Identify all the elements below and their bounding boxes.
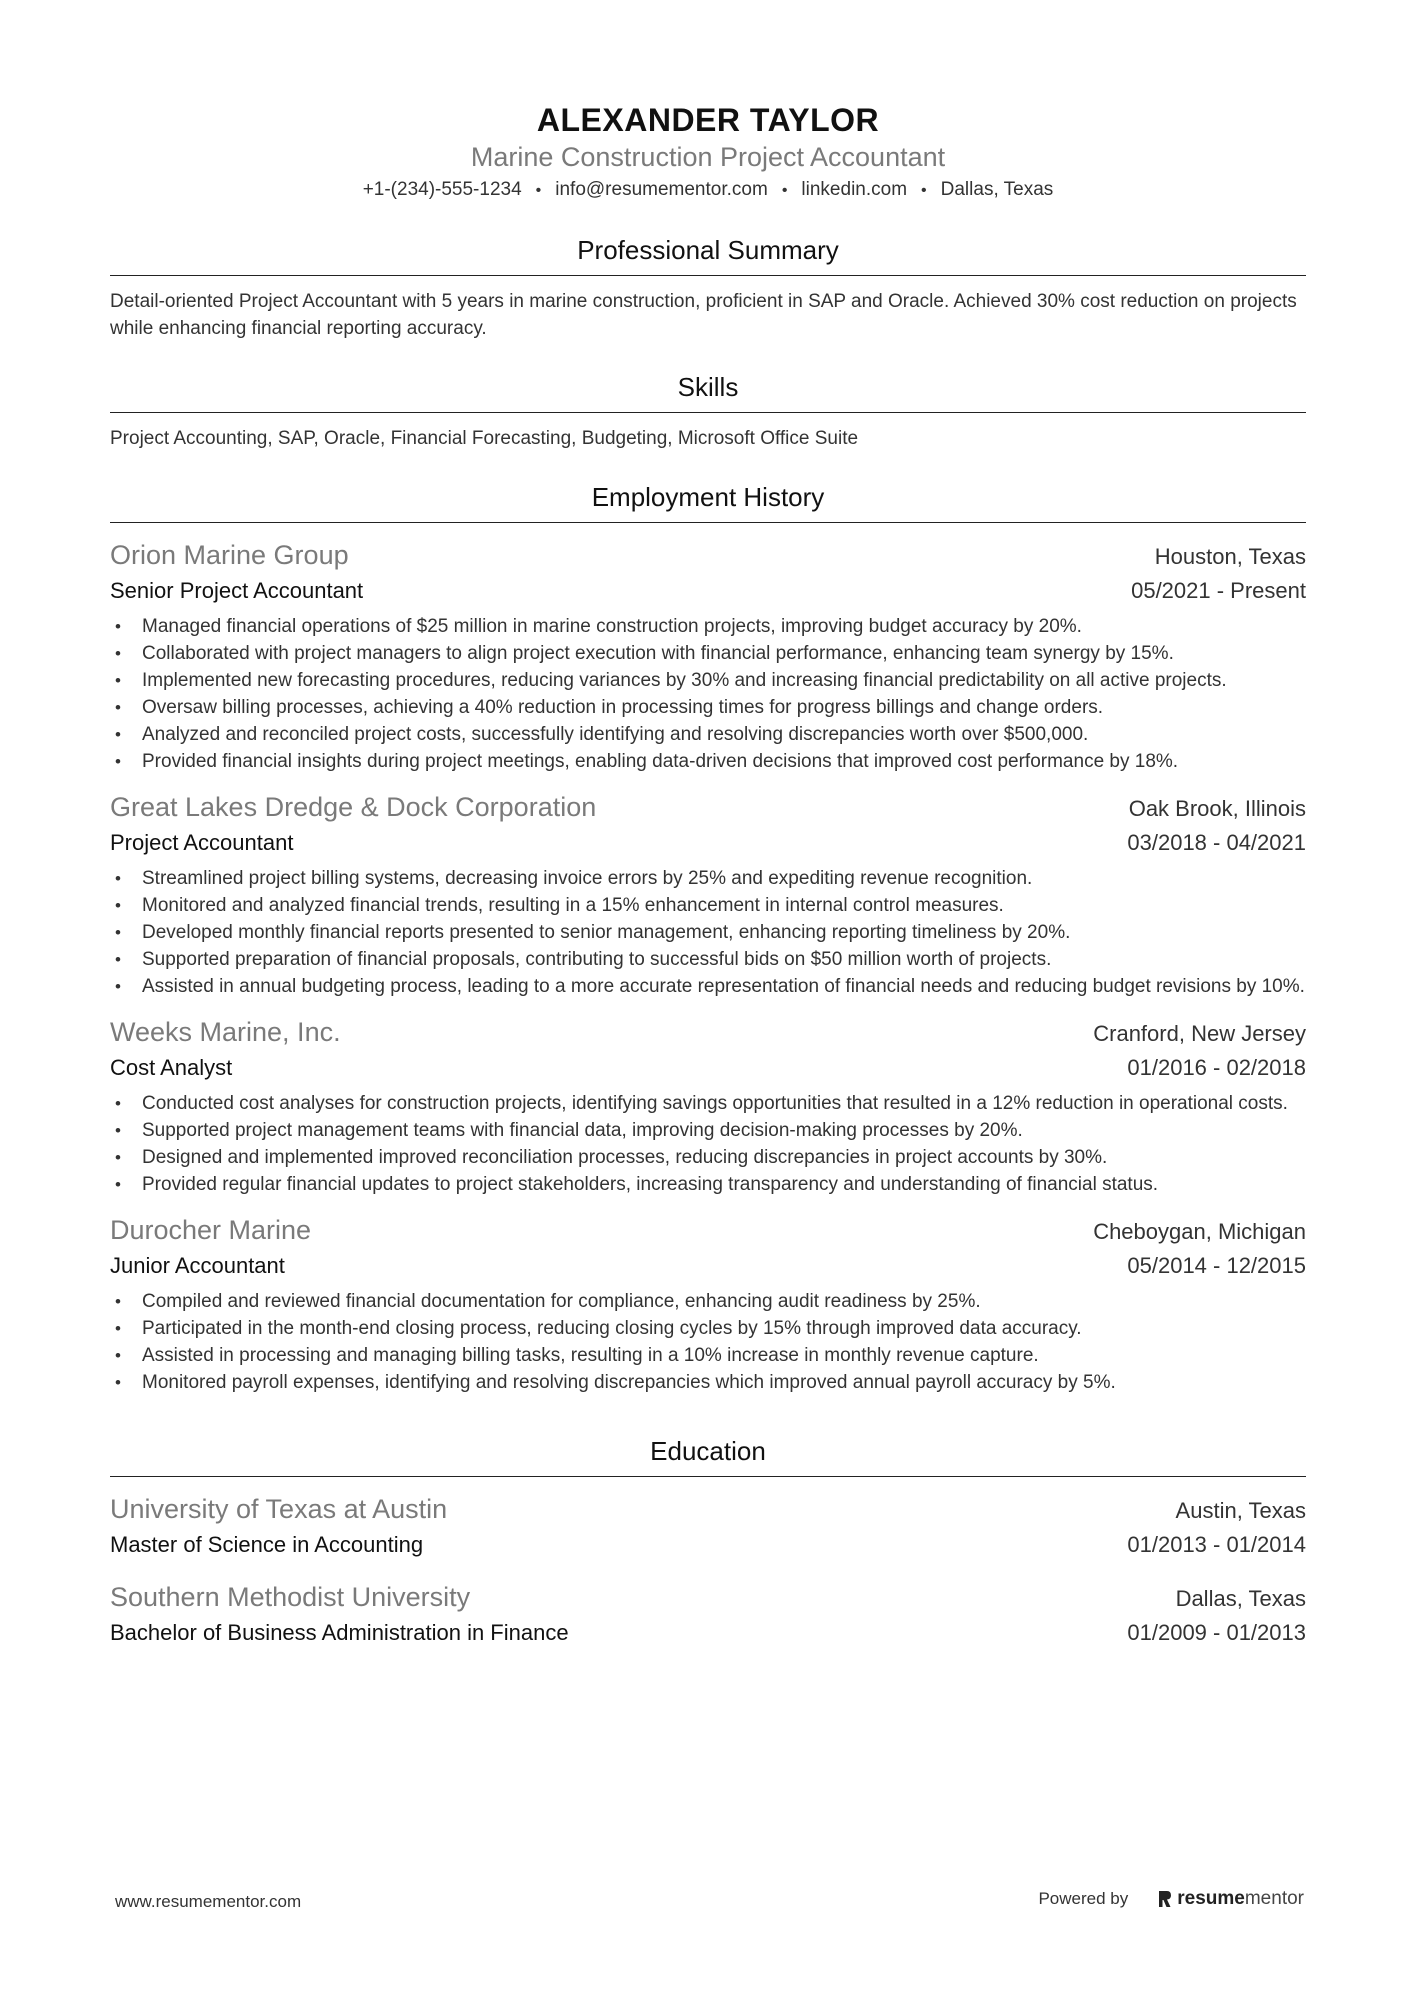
footer-website[interactable]: www.resumementor.com — [115, 1892, 302, 1911]
job-entry — [110, 537, 1306, 775]
summary-section — [110, 233, 1306, 342]
education-dates: 01/2009 - 01/2013 — [1127, 1620, 1306, 1645]
job-bullets — [110, 613, 1306, 775]
section-title-skills: Skills — [110, 370, 1306, 413]
job-bullet: • Provided financial insights during project meetings, enabling data-driven decisions that improved cost performance by 18%. — [110, 748, 1306, 775]
education-section — [110, 1434, 1306, 1649]
education-header-row — [110, 1491, 1306, 1529]
brand-logo[interactable] — [1158, 1888, 1304, 1910]
education-location: Dallas, Texas — [1175, 1586, 1306, 1611]
job-bullet: • Collaborated with project managers to align project execution with financial performance, enhancing team synergy by 15%. — [110, 640, 1306, 667]
education-header-row — [110, 1579, 1306, 1617]
education-degree: Bachelor of Business Administration in Finance — [110, 1620, 569, 1645]
job-bullet: • Oversaw billing processes, achieving a 40% reduction in processing times for progress billings and change orders. — [110, 694, 1306, 721]
job-entry — [110, 1212, 1306, 1396]
contact-email[interactable]: info@resumementor.com — [555, 179, 768, 200]
job-bullet: • Implemented new forecasting procedures, reducing variances by 30% and increasing financial predictability on all active projects. — [110, 667, 1306, 694]
job-entry — [110, 789, 1306, 1000]
job-bullet: • Supported project management teams with financial data, improving decision-making processes by 20%. — [110, 1117, 1306, 1144]
contact-location: Dallas, Texas — [940, 179, 1054, 200]
job-title-row — [110, 575, 1306, 607]
job-bullet: • Provided regular financial updates to project stakeholders, increasing transparency and understanding of financial status. — [110, 1171, 1306, 1198]
job-title: Junior Accountant — [110, 1253, 285, 1278]
job-bullet: • Designed and implemented improved reconciliation processes, reducing discrepancies in project accounts by 30%. — [110, 1144, 1306, 1171]
job-bullet: • Monitored payroll expenses, identifying and resolving discrepancies which improved annual payroll accuracy by 5%. — [110, 1369, 1306, 1396]
job-title: Cost Analyst — [110, 1055, 233, 1080]
job-bullet: • Participated in the month-end closing process, reducing closing cycles by 15% through improved data accuracy. — [110, 1315, 1306, 1342]
job-bullet: • Monitored and analyzed financial trends, resulting in a 15% enhancement in internal control measures. — [110, 892, 1306, 919]
section-title-education: Education — [110, 1434, 1306, 1477]
resume-page — [110, 100, 1306, 1649]
education-location: Austin, Texas — [1175, 1498, 1306, 1523]
job-location: Cranford, New Jersey — [1093, 1021, 1306, 1046]
education-entry — [110, 1491, 1306, 1561]
job-company: Durocher Marine — [110, 1215, 312, 1245]
job-location: Cheboygan, Michigan — [1093, 1219, 1306, 1244]
job-bullet: • Compiled and reviewed financial documentation for compliance, enhancing audit readiness by 25%. — [110, 1288, 1306, 1315]
education-entry — [110, 1579, 1306, 1649]
job-company: Great Lakes Dredge & Dock Corporation — [110, 792, 597, 822]
resume-header — [110, 100, 1306, 205]
education-degree-row — [110, 1617, 1306, 1649]
education-school: Southern Methodist University — [110, 1582, 471, 1612]
job-company: Orion Marine Group — [110, 540, 349, 570]
job-title: Senior Project Accountant — [110, 578, 364, 603]
footer-powered-by: Powered by — [1038, 1889, 1129, 1908]
candidate-name: ALEXANDER TAYLOR — [536, 102, 880, 138]
job-bullets — [110, 865, 1306, 1000]
contact-separator: • — [781, 182, 788, 199]
job-header-row — [110, 1212, 1306, 1250]
contact-separator: • — [535, 182, 542, 199]
section-title-summary: Professional Summary — [110, 233, 1306, 276]
skills-section — [110, 370, 1306, 452]
job-bullet: • Supported preparation of financial proposals, contributing to successful bids on $50 million worth of projects. — [110, 946, 1306, 973]
footer-branding — [1038, 1888, 1304, 1910]
contact-phone: +1-(234)-555-1234 — [362, 179, 522, 200]
education-degree-row — [110, 1529, 1306, 1561]
job-bullet: • Assisted in annual budgeting process, leading to a more accurate representation of financial needs and reducing budget revisions by 10%. — [110, 973, 1306, 1000]
education-school: University of Texas at Austin — [110, 1494, 448, 1524]
job-bullet: • Managed financial operations of $25 million in marine construction projects, improving budget accuracy by 20%. — [110, 613, 1306, 640]
section-title-employment: Employment History — [110, 480, 1306, 523]
brand-name-bold: resume — [1177, 1888, 1245, 1909]
job-title: Project Accountant — [110, 830, 294, 855]
job-title-row — [110, 1052, 1306, 1084]
resumementor-logo-icon — [1158, 1890, 1172, 1908]
job-title-row — [110, 827, 1306, 859]
job-entry — [110, 1014, 1306, 1198]
job-dates: 03/2018 - 04/2021 — [1127, 830, 1306, 855]
contact-linkedin[interactable]: linkedin.com — [801, 179, 908, 200]
job-header-row — [110, 537, 1306, 575]
job-bullet: • Analyzed and reconciled project costs, successfully identifying and resolving discrepancies worth over $500,000. — [110, 721, 1306, 748]
job-title-row — [110, 1250, 1306, 1282]
job-company: Weeks Marine, Inc. — [110, 1017, 341, 1047]
contact-line — [110, 176, 1306, 205]
job-location: Houston, Texas — [1154, 544, 1306, 569]
job-dates: 01/2016 - 02/2018 — [1127, 1055, 1306, 1080]
job-bullets — [110, 1090, 1306, 1198]
candidate-role: Marine Construction Project Accountant — [470, 142, 946, 172]
job-header-row — [110, 789, 1306, 827]
job-header-row — [110, 1014, 1306, 1052]
education-degree: Master of Science in Accounting — [110, 1532, 424, 1557]
job-dates: 05/2014 - 12/2015 — [1127, 1253, 1306, 1278]
job-bullet: • Developed monthly financial reports presented to senior management, enhancing reporting timeliness by 20%. — [110, 919, 1306, 946]
summary-text: Detail-oriented Project Accountant with 5 years in marine construction, proficient in SAP and Oracle. Achieved 30% cost reduction on projects while enhancing financial reporting accuracy. — [110, 291, 1297, 339]
job-bullet: • Assisted in processing and managing billing tasks, resulting in a 10% increase in monthly revenue capture. — [110, 1342, 1306, 1369]
job-bullet: • Conducted cost analyses for construction projects, identifying savings opportunities that resulted in a 12% reduction in operational costs. — [110, 1090, 1306, 1117]
job-bullet: • Streamlined project billing systems, decreasing invoice errors by 25% and expediting revenue recognition. — [110, 865, 1306, 892]
skills-text: Project Accounting, SAP, Oracle, Financial Forecasting, Budgeting, Microsoft Office Suite — [110, 428, 859, 449]
contact-separator: • — [921, 182, 927, 199]
job-dates: 05/2021 - Present — [1131, 578, 1306, 603]
education-dates: 01/2013 - 01/2014 — [1127, 1532, 1306, 1557]
brand-name-light: mentor — [1244, 1888, 1304, 1909]
job-location: Oak Brook, Illinois — [1128, 796, 1306, 821]
employment-section — [110, 480, 1306, 1396]
job-bullets — [110, 1288, 1306, 1396]
